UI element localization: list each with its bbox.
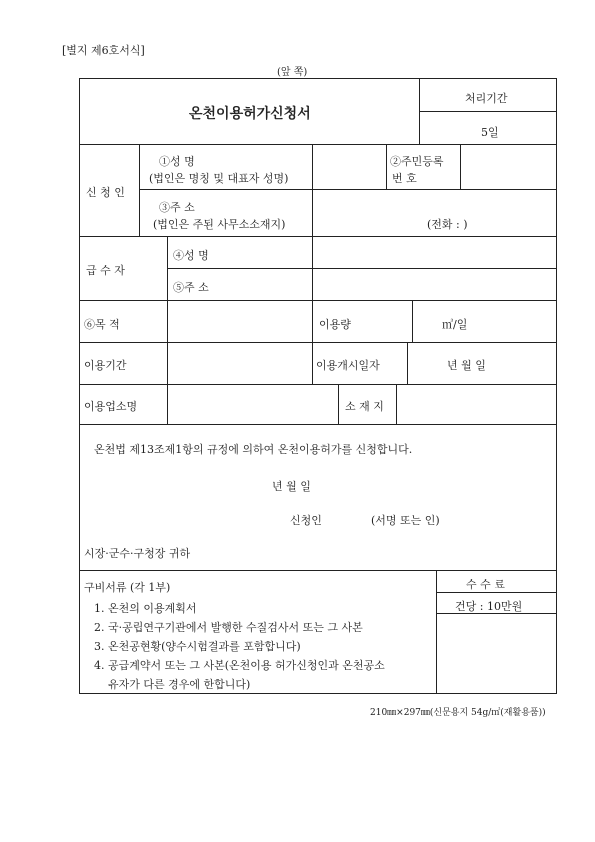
document-item: 2. 국·공립연구기관에서 발행한 수질검사서 또는 그 사본 (94, 621, 363, 634)
document-item: 1. 온천의 이용계획서 (94, 602, 197, 615)
applicant-name-label: ①성 명 (159, 155, 195, 168)
processing-period-label: 처리기간 (465, 92, 508, 105)
location-field[interactable] (400, 388, 552, 421)
form-number: [별지 제6호서식] (62, 44, 145, 57)
supplier-address-label: ⑤주 소 (173, 281, 209, 294)
applicant-address-label: ③주 소 (159, 201, 195, 214)
usage-amount-field[interactable] (416, 305, 440, 339)
applicant-signer-label: 신청인 (290, 514, 322, 527)
required-documents-header: 구비서류 (각 1부) (84, 581, 171, 594)
location-label: 소 재 지 (345, 400, 384, 413)
facility-name-field[interactable] (171, 388, 335, 421)
supplier-name-label: ④성 명 (173, 249, 209, 262)
rrn-field[interactable] (464, 150, 554, 186)
document-item-continued: 유자가 다른 경우에 한합니다) (108, 678, 251, 691)
purpose-field[interactable] (171, 305, 309, 339)
front-side-label: (앞 쪽) (277, 67, 308, 78)
supplier-address-field[interactable] (316, 272, 552, 297)
applicant-name-note: (법인은 명칭 및 대표자 성명) (149, 172, 289, 185)
start-date-label: 이용개시일자 (316, 359, 380, 372)
form-title: 온천이용허가신청서 (189, 106, 311, 122)
supplier-section-label: 급 수 자 (86, 264, 125, 277)
facility-name-label: 이용업소명 (84, 400, 138, 413)
addressee: 시장·군수·구청장 귀하 (84, 547, 191, 560)
application-date[interactable]: 년 월 일 (272, 480, 311, 493)
rrn-label: ②주민등록 (390, 155, 444, 168)
usage-period-field[interactable] (171, 347, 309, 381)
paper-spec-footer: 210㎜×297㎜(신문용지 54g/㎡(재활용품)) (370, 708, 546, 718)
rrn-label-line2: 번 호 (392, 172, 417, 185)
applicant-section-label: 신 청 인 (86, 186, 125, 199)
purpose-label: ⑥목 적 (84, 318, 120, 331)
applicant-name-field[interactable] (316, 150, 384, 186)
phone-label: (전화 : ) (427, 218, 468, 231)
fee-value: 건당 : 10만원 (455, 600, 523, 613)
usage-amount-label: 이용량 (319, 318, 351, 331)
document-item: 4. 공급계약서 또는 그 사본(온천이용 허가신청인과 온천공소 (94, 659, 385, 672)
declaration-text: 온천법 제13조제1항의 규정에 의하여 온천이용허가를 신청합니다. (94, 443, 413, 456)
applicant-address-note: (법인은 주된 사무소소재지) (153, 218, 286, 231)
supplier-name-field[interactable] (316, 240, 552, 265)
document-item: 3. 온천공현황(양수시험결과를 포함합니다) (94, 640, 301, 653)
processing-period-value: 5일 (481, 126, 499, 139)
start-date-value[interactable]: 년 월 일 (447, 359, 486, 372)
usage-period-label: 이용기간 (84, 359, 127, 372)
fee-label: 수 수 료 (466, 578, 505, 591)
usage-amount-unit: ㎥/일 (442, 318, 468, 331)
signature-note[interactable]: (서명 또는 인) (371, 514, 440, 527)
